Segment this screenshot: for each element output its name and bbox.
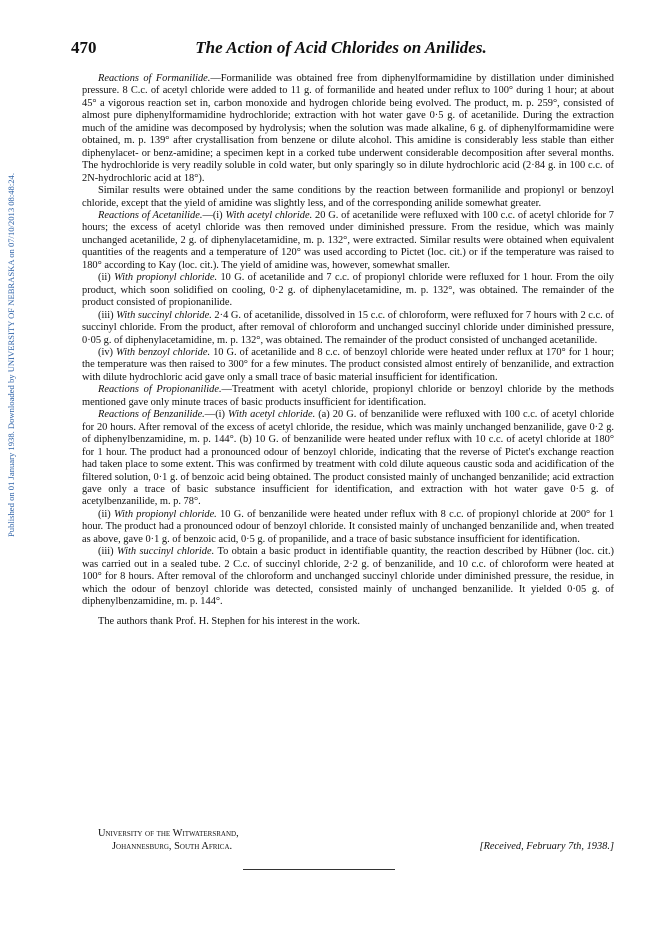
page-number: 470 xyxy=(71,38,97,57)
section-heading: Reactions of Acetanilide. xyxy=(98,209,203,221)
paragraph xyxy=(82,409,614,509)
subsection-heading: With propionyl chloride. xyxy=(114,272,218,284)
paragraph xyxy=(82,347,614,384)
end-rule-divider xyxy=(243,869,395,870)
paragraph-text: 20 G. of acetanilide were refluxed with 100 c.c. of acetyl chloride for 7 hours; the excess of acetyl chloride was then removed under diminished pressure. From the residue, which was mainly unchanged acetanilide, 2 g. of diphenylacetamidine, m. p. 132°, were extracted. Similar results were obtained when equivalent quantities of the reagents and a temperature of 120° was used according to Pictet (loc. cit.) or if the temperature was raised to 180° according to Kay (loc. cit.). The yield of amidine was, however, somewhat smaller. xyxy=(82,209,615,271)
paragraph-text: Formanilide was obtained free from diphenylformamidine by distillation under diminished pressure. 8 C.c. of acetyl chloride were added to 11 g. of formanilide and heated under reflux to 100° during 1 hour; at about 45° a vigorous reaction set in, carbon monoxide and hydrogen chloride being evolved. The product, m. p. 259°, consisted of almost pure diphenylformamidine hydrochloride; extraction with hot water gave 0·5 g. of acetanilide. During the extraction much of the amidine was decomposed by hydrolysis; when the solution was made alkaline, 6 g. of diphenylformamidine were obtained, m. p. 139° after crystallisation from benzene or dilute alcohol. This amidine is considerably less stable than either diphenylacet- or benz-amidine; a specimen kept in a corked tube underwent considerable decomposition after several months. The hydrochloride is very readily soluble in cold water, but only sparingly so in dilute hydrochloric acid (2·84 g. in 100 c.c. of 2N-hydrochloric acid at 18°). xyxy=(82,73,614,184)
paragraph xyxy=(82,546,614,608)
affiliation-line-1: University of the Witwatersrand, xyxy=(98,828,239,839)
article-body xyxy=(82,73,614,629)
section-heading: Reactions of Benzanilide. xyxy=(98,409,205,421)
paragraph-text: 10 G. of acetanilide and 7 c.c. of propionyl chloride were refluxed for 1 hour. From the oily product, which soon solidified on cooling, 0·2 g. of diphenylacetamidine, m. p. 132°, was obtained. The remainder of the product consisted of propionanilide. xyxy=(82,272,615,309)
affiliation-block xyxy=(98,828,614,853)
section-heading: Reactions of Propionanilide. xyxy=(98,384,222,396)
subsection-heading: With acetyl chloride. xyxy=(228,409,316,421)
paragraph-text: Treatment with acetyl chloride, propionyl chloride or benzoyl chloride by the methods mentioned gave only minute traces of basic products insufficient for identification. xyxy=(82,384,614,408)
separator: — xyxy=(210,73,221,84)
paragraph xyxy=(82,185,614,210)
paragraph xyxy=(82,384,614,409)
publication-sidebar-note xyxy=(4,120,18,590)
paragraph xyxy=(82,272,614,309)
item-number: (iii) xyxy=(98,309,117,321)
item-number: (ii) xyxy=(98,272,115,284)
paragraph-text: 10 G. of acetanilide and 8 c.c. of benzoyl chloride were heated under reflux at 170° for 1 hour; the temperature was then raised to 300° for a few minutes. The product consisted almost entirely of benzanilide, and extraction with dilute hydrochloric acid gave only a small trace of basic material insufficient for identification. xyxy=(82,346,615,383)
received-date: [Received, February 7th, 1938.] xyxy=(479,840,614,852)
item-number: (iv) xyxy=(98,346,117,358)
paragraph xyxy=(82,310,614,347)
running-title: The Action of Acid Chlorides on Anilides. xyxy=(195,38,487,57)
separator: —(i) xyxy=(204,409,229,421)
subsection-heading: With propionyl chloride. xyxy=(113,508,217,520)
page-header xyxy=(71,38,611,60)
acknowledgment: The authors thank Prof. H. Stephen for his interest in the work. xyxy=(98,616,361,628)
sidebar-note-text: Published on 01 January 1938. Downloaded by UNIVERSITY OF NEBRASKA on 07/10/2013 08:48:24. xyxy=(6,173,16,537)
subsection-heading: With benzoyl chloride. xyxy=(116,346,211,358)
paragraph xyxy=(82,509,614,546)
paragraph-text: Similar results were obtained under the same conditions by the reaction between formanilide and propionyl or benzoyl chloride, except that the yield of amidine was slightly less, and of the corresponding anilide somewhat greater. xyxy=(82,185,614,209)
paragraph-text: 10 G. of benzanilide were heated under reflux with 8 c.c. of propionyl chloride at 200° for 1 hour. The product had a pronounced odour of benzoyl chloride. It consisted mainly of unchanged benzanilide and, when treated as above, gave 0·1 g. of benzoic acid, 0·5 g. of propanilide, and a trace of basic substance insufficient for identification. xyxy=(82,508,615,545)
paragraph xyxy=(82,73,614,185)
item-number: (ii) xyxy=(98,508,114,520)
separator: —(i) xyxy=(202,209,226,221)
affiliation-line-2: Johannesburg, South Africa. xyxy=(112,840,233,852)
subsection-heading: With succinyl chloride. xyxy=(116,309,212,321)
section-heading: Reactions of Formanilide. xyxy=(98,73,211,84)
item-number: (iii) xyxy=(98,546,118,558)
subsection-heading: With acetyl chloride. xyxy=(225,209,313,221)
separator: — xyxy=(221,384,232,396)
paragraph-text: 2·4 G. of acetanilide, dissolved in 15 c.c. of chloroform, were refluxed for 7 hours with 2 c.c. of succinyl chloride. From the product, after removal of chloroform and unchanged succinyl chloride under diminished pressure, 0·05 g. of diphenylacetamidine, m. p. 132°, was obtained. The remainder of the product consisted of unchanged acetanilide. xyxy=(82,309,614,346)
paragraph-text: To obtain a basic product in identifiable quantity, the reaction described by Hübner (loc. cit.) was carried out in a sealed tube. 2 C.c. of succinyl chloride, 2·2 g. of benzanilide, and 10 c.c. of chloroform were heated at 100° for 8 hours. After removal of the chloroform and unchanged succinyl chloride under diminished pressure, the residue, in which the odour of benzoyl chloride was detected, consisted mainly of unchanged benzanilide. It yielded 0·05 g. of diphenylbenzamidine, m. p. 144°. xyxy=(82,546,615,608)
subsection-heading: With succinyl chloride. xyxy=(117,546,215,558)
paragraph xyxy=(82,210,614,272)
paragraph-text: (a) 20 G. of benzanilide were refluxed with 100 c.c. of acetyl chloride for 20 hours. After removal of the excess of acetyl chloride, the residue, which was mainly unchanged benzanilide, gave 0·2 g. of diphenylbenzamidine, m. p. 144°. (b) 10 G. of benzanilide were heated under reflux with 10 c.c. of acetyl chloride at 180° for 1 hour. The product had a pronounced odour of benzoyl chloride, indicating that the reverse of Pictet's exchange reaction had taken place to some extent. This was confirmed by treatment with cold dilute aqueous caustic soda and acidification of the filtered solution, 0·1 g. of benzoic acid being obtained. The product consisted mainly of unchanged benzanilide; acid extraction gave only a trace of basic substance insufficient for identification, and extraction with hot water gave 0·5 g. of acetylbenzanilide, m. p. 78°. xyxy=(82,409,615,508)
